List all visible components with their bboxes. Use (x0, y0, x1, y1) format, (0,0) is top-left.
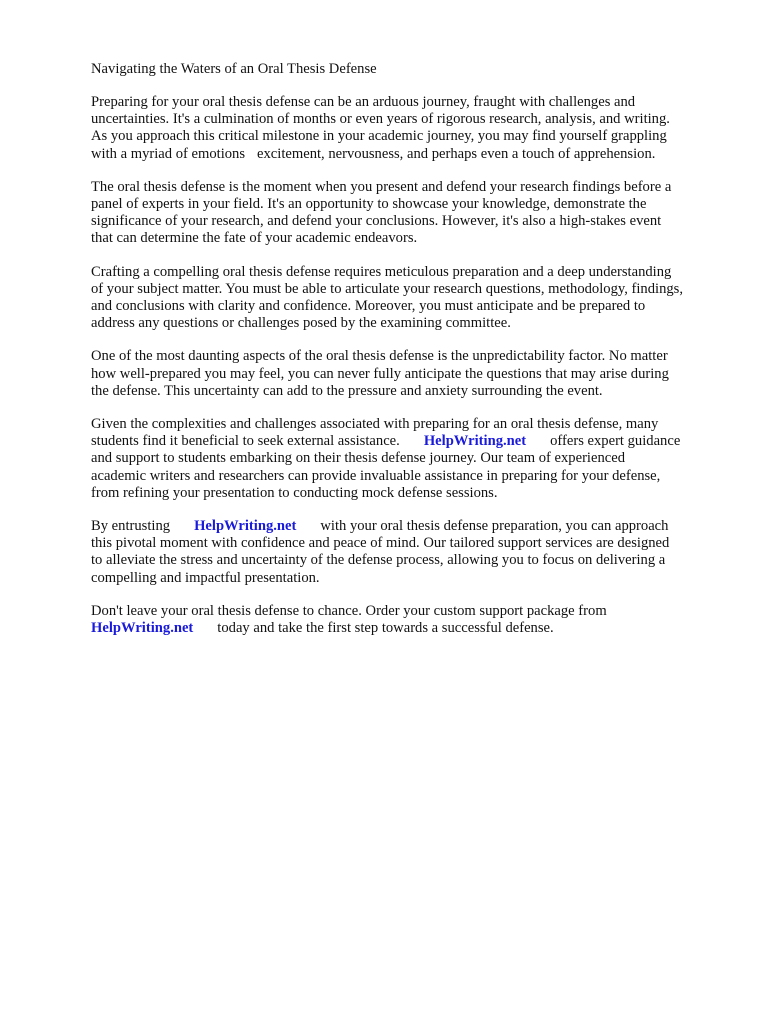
text-line: Preparing for your oral thesis defense can be an arduous journey, fraught with challenges and (91, 94, 636, 110)
text-line: One of the most daunting aspects of the oral thesis defense is the unpredictability factor. No matter (91, 348, 668, 365)
helpwriting-link[interactable]: HelpWriting.net (91, 620, 194, 637)
paragraph-unpredictability (91, 348, 731, 400)
text-line-with-link (91, 518, 731, 535)
helpwriting-link[interactable]: HelpWriting.net (423, 433, 527, 450)
text-segment: with your oral thesis defense preparation, you can approach (320, 518, 669, 535)
text-line: this pivotal moment with confidence and peace of mind. Our tailored support services are designed (91, 535, 670, 552)
text-line: that can determine the fate of your academic endeavors. (91, 230, 418, 247)
text-line-split (91, 146, 731, 163)
text-line: significance of your research, and defend your conclusions. However, it's also a high-stakes event (91, 213, 662, 230)
text-segment: students find it beneficial to seek external assistance. (91, 433, 400, 450)
text-segment: today and take the first step towards a successful defense. (217, 620, 554, 637)
paragraph-call-to-action (91, 603, 731, 637)
text-line: from refining your presentation to conducting mock defense sessions. (91, 484, 498, 501)
paragraph-crafting (91, 264, 731, 333)
text-line: Given the complexities and challenges associated with preparing for an oral thesis defense, many (91, 416, 659, 433)
document-page (91, 61, 731, 653)
text-line-with-link (91, 433, 731, 450)
text-line: the defense. This uncertainty can add to the pressure and anxiety surrounding the event. (91, 382, 603, 399)
text-line: panel of experts in your field. It's an opportunity to showcase your knowledge, demonstrate the (91, 196, 647, 213)
text-segment: with a myriad of emotions (91, 145, 246, 162)
text-segment: offers expert guidance (550, 433, 681, 450)
text-line-with-link (91, 620, 731, 637)
text-line: how well-prepared you may feel, you can never fully anticipate the questions that may arise during (91, 365, 669, 382)
text-line: to alleviate the stress and uncertainty of the defense process, allowing you to focus on delivering a (91, 552, 666, 569)
paragraph-defense-moment (91, 179, 731, 248)
paragraph-entrusting (91, 518, 731, 587)
text-line: As you approach this critical milestone in your academic journey, you may find yourself grappling (91, 128, 667, 145)
text-line: academic writers and researchers can provide invaluable assistance in preparing for your defense, (91, 467, 661, 484)
helpwriting-link[interactable]: HelpWriting.net (194, 518, 297, 535)
paragraph-intro (91, 94, 731, 163)
text-line: of your subject matter. You must be able to articulate your research questions, methodology, findings, (91, 280, 684, 297)
text-line: Crafting a compelling oral thesis defense requires meticulous preparation and a deep understanding (91, 263, 672, 280)
text-line: Don't leave your oral thesis defense to chance. Order your custom support package from (91, 602, 607, 619)
text-line: uncertainties. It's a culmination of months or even years of rigorous research, analysis, and writing. (91, 111, 670, 128)
text-segment: excitement, nervousness, and perhaps even a touch of apprehension. (257, 145, 656, 162)
text-line: compelling and impactful presentation. (91, 569, 320, 586)
paragraph-assistance (91, 416, 731, 502)
text-line: and support to students embarking on their thesis defense journey. Our team of experienced (91, 450, 626, 467)
document-title: Navigating the Waters of an Oral Thesis Defense (91, 61, 377, 77)
text-segment: By entrusting (91, 518, 171, 535)
text-line: address any questions or challenges posed by the examining committee. (91, 315, 511, 332)
text-line: The oral thesis defense is the moment when you present and defend your research findings before a (91, 178, 672, 195)
text-line: and conclusions with clarity and confidence. Moreover, you must anticipate and be prepared to (91, 298, 646, 315)
